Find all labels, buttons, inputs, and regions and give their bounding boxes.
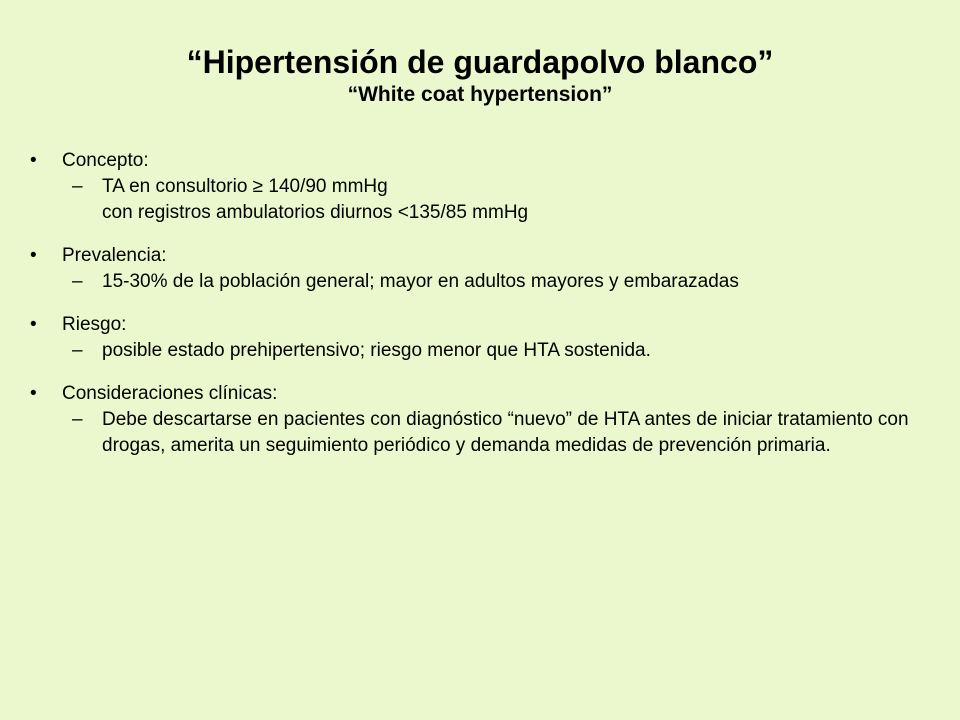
bullet-dot-icon: • bbox=[30, 314, 37, 335]
title-block bbox=[0, 42, 960, 108]
bullet-label: Consideraciones clínicas: bbox=[62, 383, 278, 404]
sub-item bbox=[26, 407, 936, 459]
dash-icon: – bbox=[72, 409, 83, 430]
dash-icon: – bbox=[72, 340, 83, 361]
sub-item-text: TA en consultorio ≥ 140/90 mmHg con registros ambulatorios diurnos <135/85 mmHg bbox=[102, 176, 529, 223]
bullet-row bbox=[26, 243, 936, 269]
bullet-dot-icon: • bbox=[30, 150, 37, 171]
bullet-dot-icon: • bbox=[30, 245, 37, 266]
sub-item-text: 15-30% de la población general; mayor en adultos mayores y embarazadas bbox=[102, 271, 739, 292]
sub-item bbox=[26, 174, 936, 226]
bullet-row bbox=[26, 312, 936, 338]
bullet-prevalencia bbox=[26, 243, 936, 295]
bullet-concepto bbox=[26, 148, 936, 226]
bullet-row bbox=[26, 148, 936, 174]
bullet-list bbox=[26, 148, 936, 476]
bullet-dot-icon: • bbox=[30, 383, 37, 404]
bullet-row bbox=[26, 381, 936, 407]
bullet-riesgo bbox=[26, 312, 936, 364]
bullet-label: Prevalencia: bbox=[62, 245, 167, 266]
slide-subtitle: “White coat hypertension” bbox=[347, 83, 613, 106]
slide-title: “Hipertensión de guardapolvo blanco” bbox=[186, 44, 774, 80]
bullet-consideraciones bbox=[26, 381, 936, 459]
bullet-label: Concepto: bbox=[62, 150, 149, 171]
sub-item-text: posible estado prehipertensivo; riesgo menor que HTA sostenida. bbox=[102, 340, 651, 361]
dash-icon: – bbox=[72, 176, 83, 197]
bullet-label: Riesgo: bbox=[62, 314, 127, 335]
sub-item bbox=[26, 338, 936, 364]
sub-item bbox=[26, 269, 936, 295]
dash-icon: – bbox=[72, 271, 83, 292]
sub-item-text: Debe descartarse en pacientes con diagnóstico “nuevo” de HTA antes de iniciar tratamiento con drogas, amerita un seguimiento periódico y demanda medidas de prevención primaria. bbox=[102, 409, 909, 456]
